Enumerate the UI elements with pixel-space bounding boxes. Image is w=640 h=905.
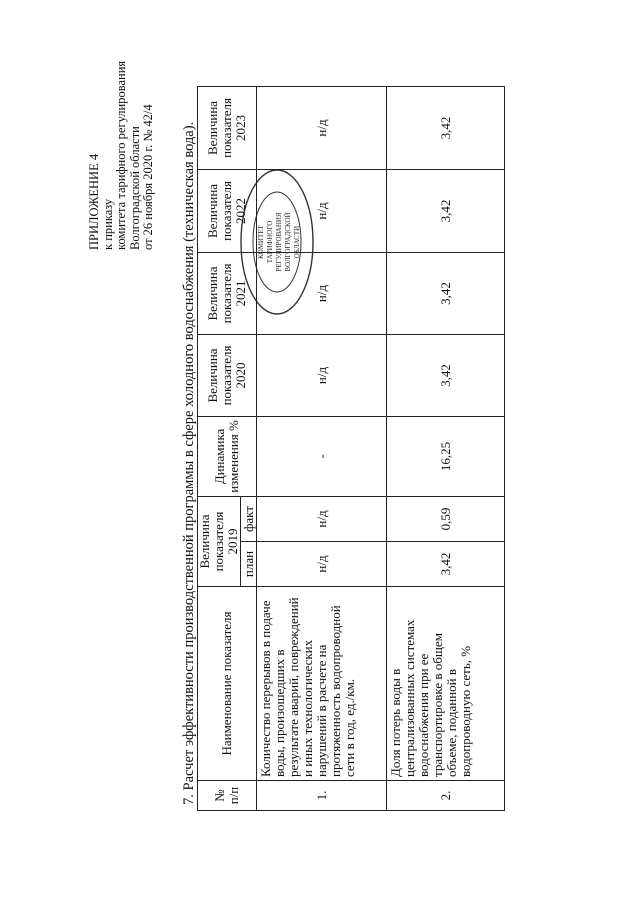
header-dynamics: Динамика изменения % — [198, 416, 257, 496]
row-2020: н/д — [257, 334, 387, 416]
row-2021: 3,42 — [387, 252, 505, 334]
table-caption: 7. Расчет эффективности производственной программы в сфере холодного водоснабжения (техническая вода). — [181, 121, 197, 805]
row-dynamics: - — [257, 416, 387, 496]
svg-text:ОБЛАСТИ: ОБЛАСТИ — [293, 225, 301, 259]
header-name: Наименование показателя — [198, 587, 257, 781]
row-2023: н/д — [257, 86, 387, 169]
header-2021: Величина показателя 2021 — [198, 252, 257, 334]
header-fact: факт — [241, 496, 257, 541]
svg-text:ВОЛГОГРАДСКОЙ: ВОЛГОГРАДСКОЙ — [284, 212, 292, 272]
row-fact: н/д — [257, 496, 387, 541]
header-num: № п/п — [198, 781, 257, 811]
row-2022: н/д — [257, 169, 387, 252]
table-header-row — [198, 86, 241, 810]
svg-text:РЕГУЛИРОВАНИЯ: РЕГУЛИРОВАНИЯ — [275, 212, 283, 272]
row-2022: 3,42 — [387, 169, 505, 252]
row-num: 2. — [387, 781, 505, 811]
row-name: Количество перерывов в подаче воды, произошедших в результате аварий, повреждений и иных технологических нарушений в расчете на протяженность водопроводной сети в год, ед./км. — [257, 587, 387, 781]
table-row — [387, 86, 505, 810]
row-name: Доля потерь воды в централизованных системах водоснабжения при ее транспортировке в общем объеме, поданной в водопроводную сеть, % — [387, 587, 505, 781]
svg-text:КОМИТЕТ: КОМИТЕТ — [257, 225, 265, 259]
appendix-date: от 26 ноября 2020 г. № 42/4 — [141, 104, 155, 250]
header-val2019: Величина показателя 2019 — [198, 496, 241, 586]
indicators-table — [197, 86, 505, 811]
header-2020: Величина показателя 2020 — [198, 334, 257, 416]
row-fact: 0,59 — [387, 496, 505, 541]
row-plan: н/д — [257, 542, 387, 587]
appendix-ref: к приказу — [100, 198, 115, 250]
header-2023: Величина показателя 2023 — [198, 86, 257, 169]
header-2022: Величина показателя 2022 — [198, 169, 257, 252]
approval-header — [88, 61, 156, 250]
row-2021: н/д — [257, 252, 387, 334]
appendix-committee: комитета тарифного регулирования — [114, 60, 128, 250]
svg-text:ТАРИФНОГО: ТАРИФНОГО — [266, 220, 274, 264]
row-2020: 3,42 — [387, 334, 505, 416]
appendix-title: ПРИЛОЖЕНИЕ 4 — [87, 153, 101, 250]
row-2023: 3,42 — [387, 86, 505, 169]
appendix-region: Волгоградской области — [127, 126, 142, 250]
row-num: 1. — [257, 781, 387, 811]
header-plan: план — [241, 542, 257, 587]
row-dynamics: 16,25 — [387, 416, 505, 496]
row-plan: 3,42 — [387, 542, 505, 587]
table-row — [257, 86, 387, 810]
